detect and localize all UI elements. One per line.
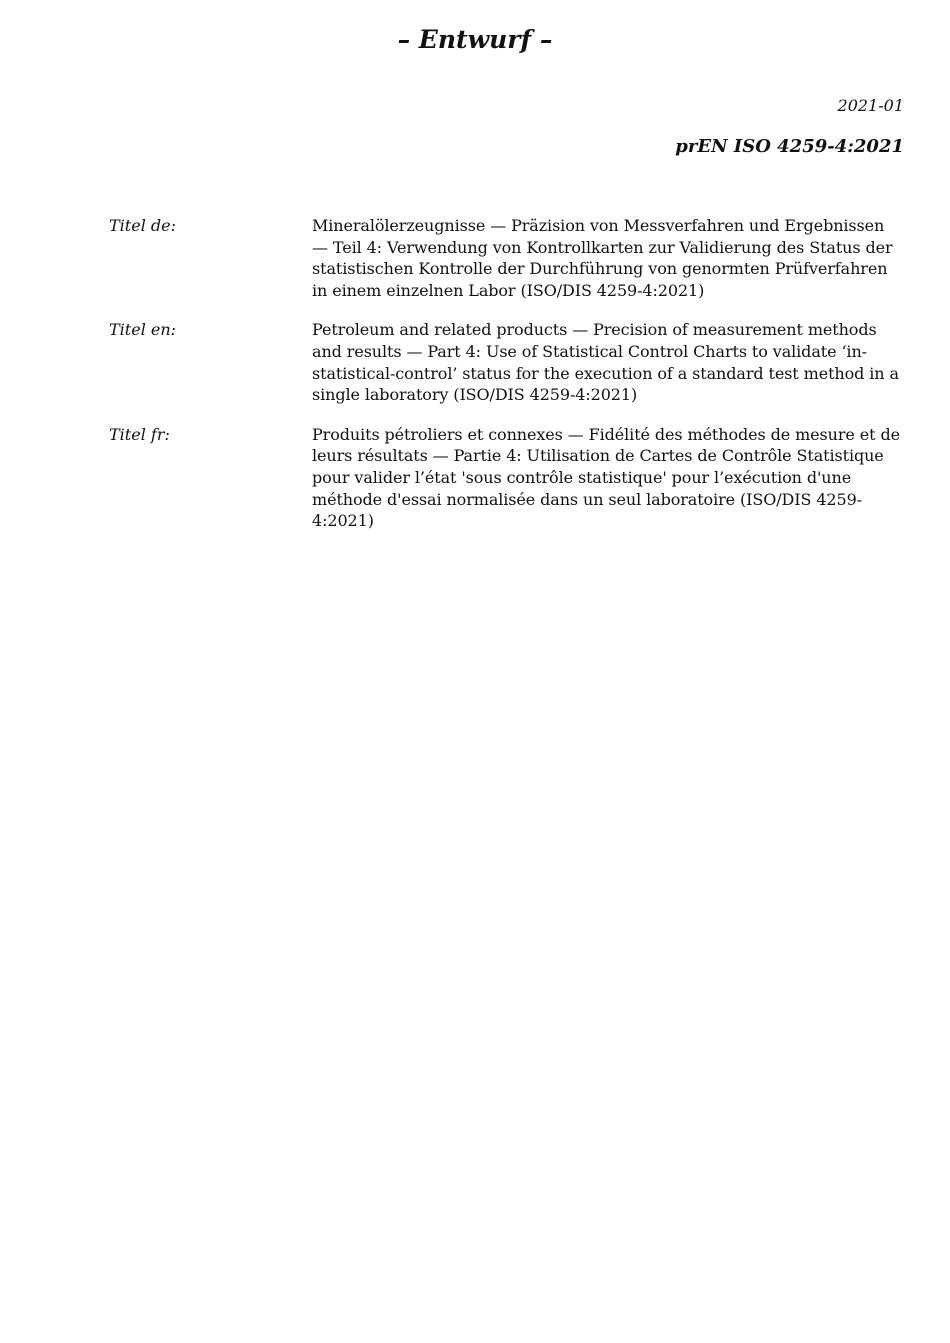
document-number: prEN ISO 4259-4:2021 — [675, 136, 904, 157]
title-row-de — [109, 215, 905, 301]
title-label-de: Titel de: — [109, 216, 176, 235]
title-text-de: Mineralölerzeugnisse — Präzision von Messverfahren und Ergebnissen — Teil 4: Verwendung von Kontrollkarten zur Validierung des Status der statistischen Kontrolle der Durchführung von genormten Prüfverfahren in einem einzelnen Labor (ISO/DIS 4259-4:2021) — [312, 216, 893, 300]
draft-heading: – Entwurf – — [397, 25, 553, 54]
titles-table — [109, 215, 905, 550]
title-row-en — [109, 319, 905, 405]
title-label-en: Titel en: — [109, 320, 177, 340]
title-text-en: Petroleum and related products — Precision of measurement methods and results — Part 4: Use of Statistical Control Charts to validate ‘in-statistical-control’ status for the execution of a standard test method in a single laboratory (ISO/DIS 4259-4:2021) — [312, 320, 899, 405]
document-date: 2021-01 — [837, 96, 904, 115]
title-label-fr: Titel fr: — [109, 424, 170, 444]
title-row-fr — [109, 424, 905, 532]
title-text-fr: Produits pétroliers et connexes — Fidélité des méthodes de mesure et de leurs résultats — Partie 4: Utilisation de Cartes de Contrôle Statistique pour valider l’état 'sous contrôle statistique' pour l’exécution d'une méthode d'essai normalisée dans un seul laboratoire (ISO/DIS 4259-4:2021) — [312, 424, 900, 531]
